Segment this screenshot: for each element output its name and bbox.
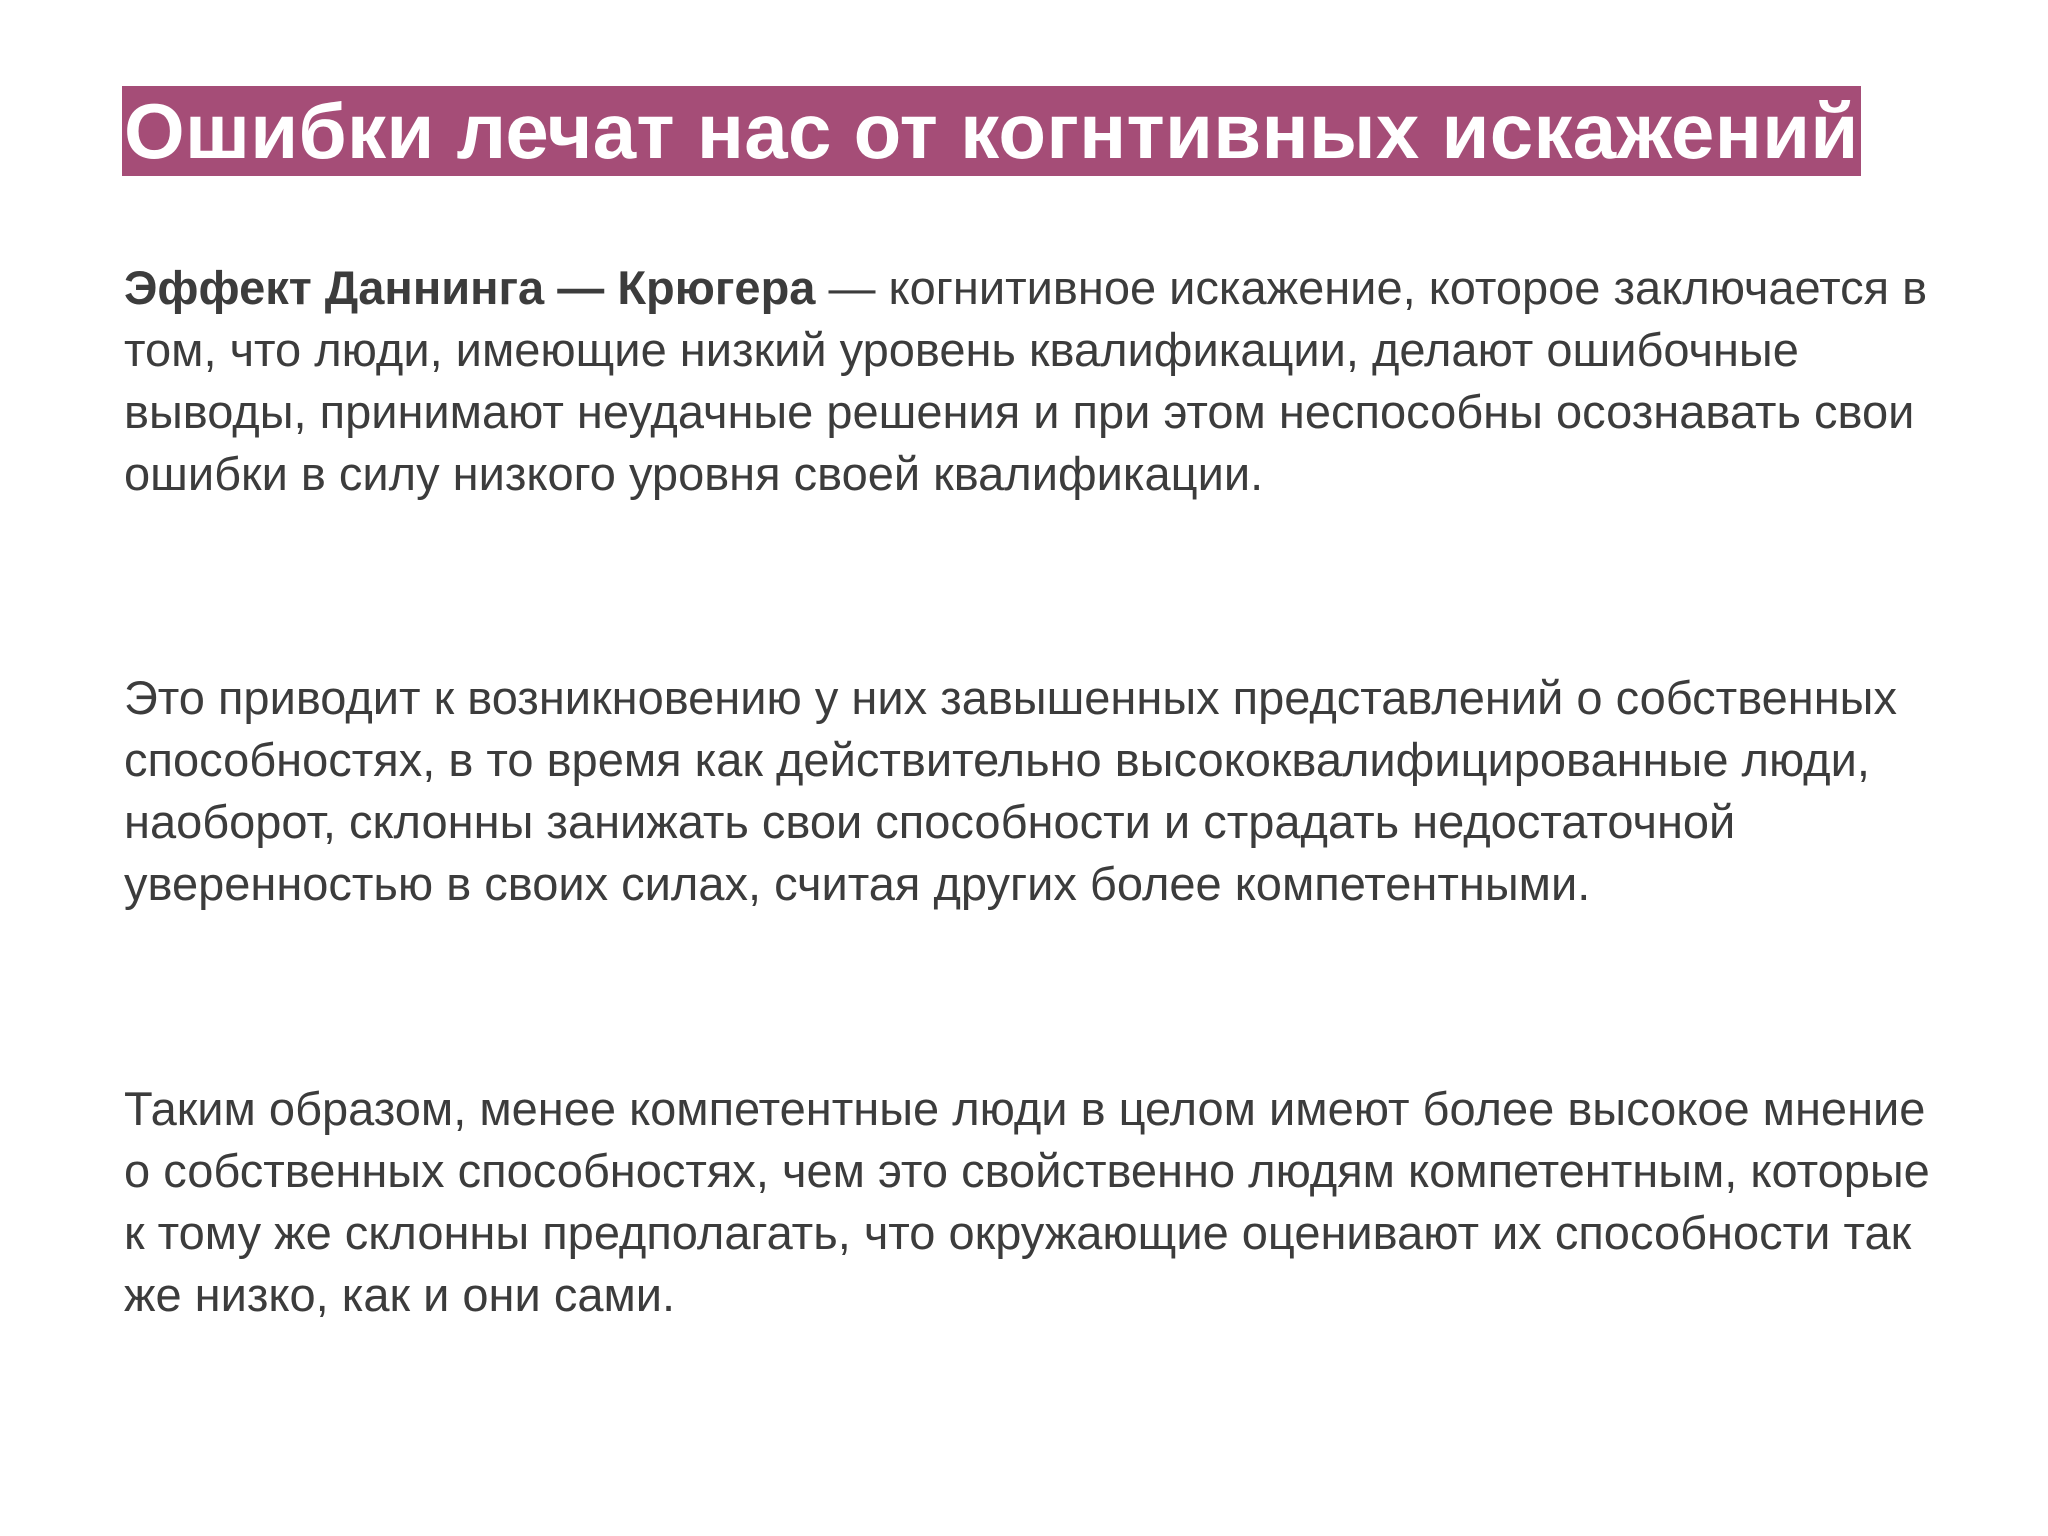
term-dunning-kruger: Эффект Даннинга — Крюгера	[124, 261, 816, 314]
slide-title: Ошибки лечат нас от когнтивных искажений	[124, 87, 1859, 175]
paragraph-definition	[124, 257, 1954, 505]
definition-text: — когнитивное искажение, которое заключается в том, что люди, имеющие низкий уровень квалификации, делают ошибочные выводы, принимают неудачные решения и при этом неспособны осознавать свои ошибки в силу низкого уровня своей квалификации.	[124, 261, 1928, 500]
paragraph-consequence: Это приводит к возникновению у них завышенных представлений о собственных способностях, в то время как действительно высококвалифицированные люди, наоборот, склонны занижать свои способности и страдать недостаточной уверенностью в своих силах, считая других более компетентными.	[124, 671, 1897, 910]
paragraph-conclusion: Таким образом, менее компетентные люди в целом имеют более высокое мнение о собственных способностях, чем это свойственно людям компетентным, которые к тому же склонны предполагать, что окружающие оценивают их способности так же низко, как и они сами.	[124, 1082, 1930, 1321]
